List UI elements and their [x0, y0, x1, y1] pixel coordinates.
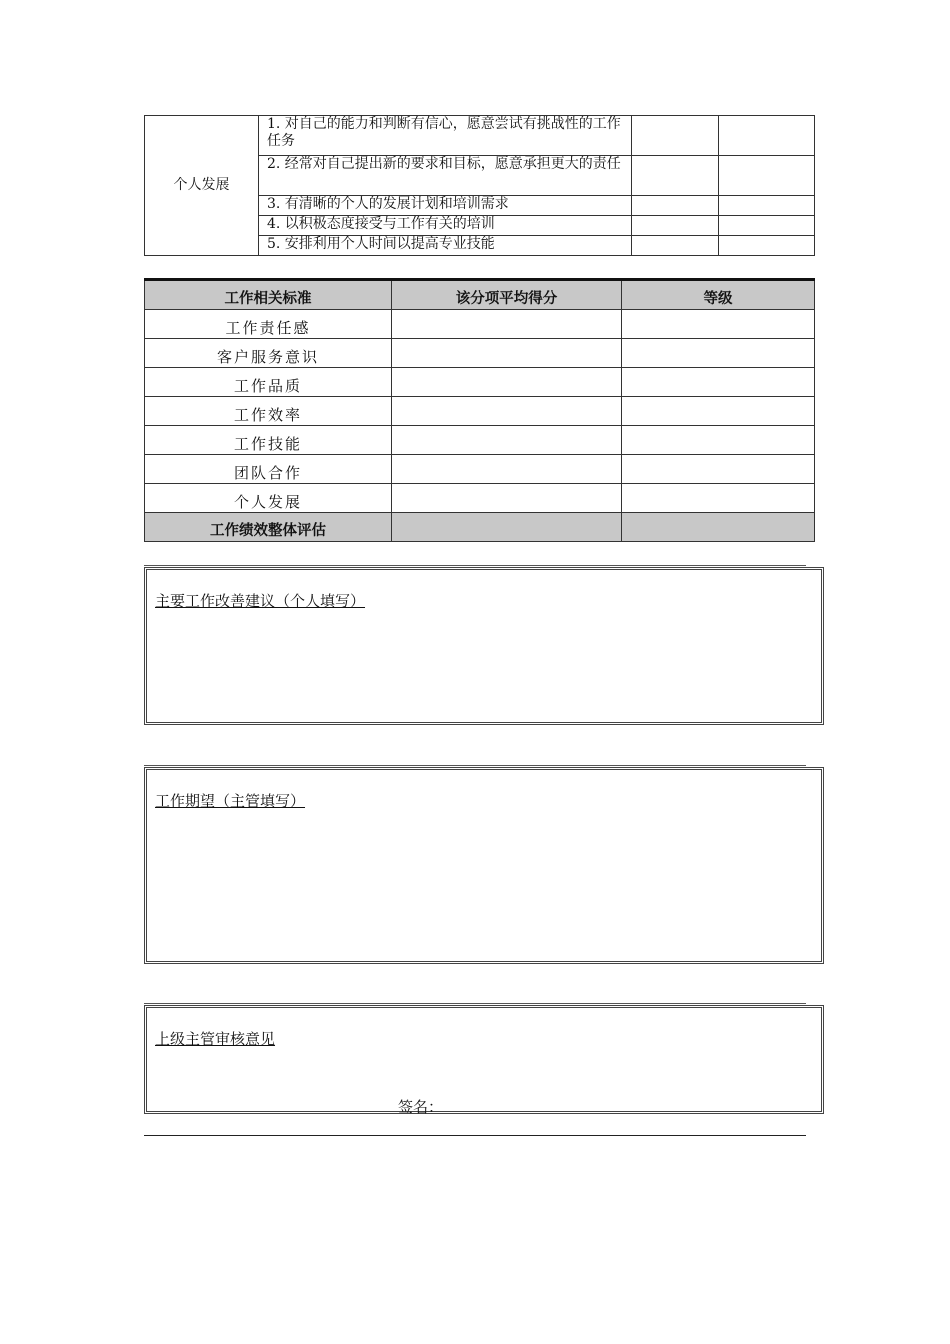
criteria-item-4: 4. 以积极态度接受与工作有关的培训	[259, 216, 632, 236]
grade-cell[interactable]	[719, 116, 815, 156]
grade-cell[interactable]	[719, 216, 815, 236]
grade-cell[interactable]	[622, 368, 815, 397]
expectation-box-title: 工作期望（主管填写）	[155, 792, 306, 810]
row-label: 工作效率	[145, 397, 392, 426]
average-score-cell[interactable]	[392, 484, 622, 513]
grade-cell[interactable]	[622, 310, 815, 339]
total-grade-cell[interactable]	[622, 513, 815, 542]
improvement-box[interactable]	[144, 567, 824, 725]
criteria-item-3: 3. 有清晰的个人的发展计划和培训需求	[259, 196, 632, 216]
average-score-cell[interactable]	[392, 339, 622, 368]
review-box[interactable]	[144, 1005, 824, 1114]
grade-cell[interactable]	[719, 156, 815, 196]
total-label: 工作绩效整体评估	[145, 513, 392, 542]
summary-table	[144, 278, 815, 542]
signature-label: 签名：	[398, 1098, 444, 1116]
divider	[144, 565, 806, 566]
header-standard: 工作相关标准	[145, 280, 392, 310]
improvement-box-title: 主要工作改善建议（个人填写）	[155, 592, 366, 610]
row-label: 工作品质	[145, 368, 392, 397]
score-cell[interactable]	[632, 156, 719, 196]
average-score-cell[interactable]	[392, 426, 622, 455]
criteria-item-1: 1. 对自己的能力和判断有信心，愿意尝试有挑战性的工作任务	[259, 116, 632, 156]
personal-development-table	[144, 115, 815, 256]
average-score-cell[interactable]	[392, 397, 622, 426]
expectation-box[interactable]	[144, 767, 824, 964]
grade-cell[interactable]	[622, 455, 815, 484]
header-average-score: 该分项平均得分	[392, 280, 622, 310]
row-label: 工作技能	[145, 426, 392, 455]
row-label: 团队合作	[145, 455, 392, 484]
grade-cell[interactable]	[719, 196, 815, 216]
review-box-title: 上级主管审核意见	[155, 1030, 276, 1048]
score-cell[interactable]	[632, 116, 719, 156]
divider	[144, 1003, 806, 1004]
grade-cell[interactable]	[719, 236, 815, 256]
row-label: 工作责任感	[145, 310, 392, 339]
score-cell[interactable]	[632, 216, 719, 236]
total-score-cell[interactable]	[392, 513, 622, 542]
score-cell[interactable]	[632, 196, 719, 216]
grade-cell[interactable]	[622, 397, 815, 426]
row-label: 客户服务意识	[145, 339, 392, 368]
category-label: 个人发展	[145, 116, 259, 256]
divider	[144, 765, 806, 766]
criteria-item-2: 2. 经常对自己提出新的要求和目标，愿意承担更大的责任	[259, 156, 632, 196]
grade-cell[interactable]	[622, 339, 815, 368]
score-cell[interactable]	[632, 236, 719, 256]
average-score-cell[interactable]	[392, 310, 622, 339]
average-score-cell[interactable]	[392, 455, 622, 484]
header-grade: 等级	[622, 280, 815, 310]
bottom-rule	[144, 1135, 806, 1136]
grade-cell[interactable]	[622, 426, 815, 455]
grade-cell[interactable]	[622, 484, 815, 513]
average-score-cell[interactable]	[392, 368, 622, 397]
row-label: 个人发展	[145, 484, 392, 513]
criteria-item-5: 5. 安排利用个人时间以提高专业技能	[259, 236, 632, 256]
